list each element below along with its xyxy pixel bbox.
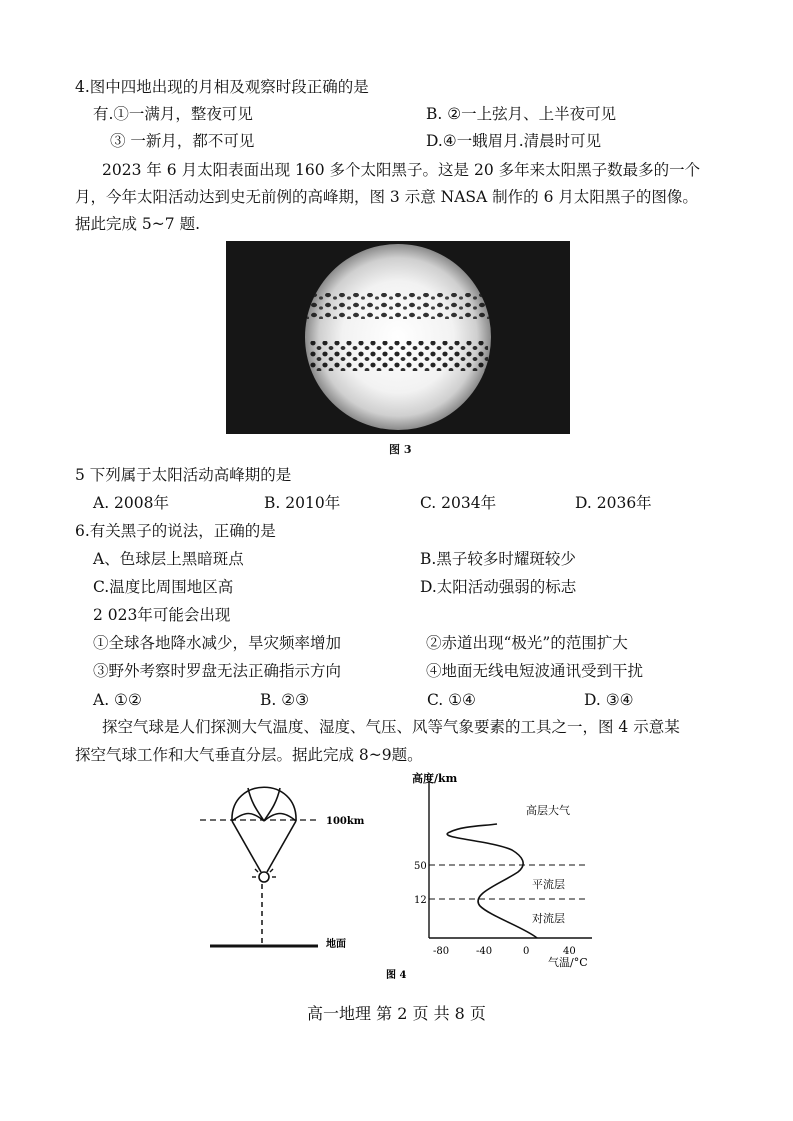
sounding-balloon [232, 787, 296, 882]
y-tick-12: 12 [414, 895, 427, 906]
q5-option-c: C. 2034年 [420, 494, 497, 512]
q7-option-c: C. ①④ [427, 691, 476, 709]
q6-option-b: B.黑子较多时耀斑较少 [420, 550, 576, 568]
q6-stem: 6.有关黑子的说法，正确的是 [75, 522, 276, 540]
q7-statement-2: ②赤道出现“极光”的范围扩大 [426, 634, 628, 652]
x-tick-minus80: -80 [433, 946, 450, 957]
balloon-height-label: 100km [326, 816, 365, 827]
intro1-line3: 据此完成 5~7 题. [75, 215, 200, 233]
layer-stratosphere: 平流层 [532, 878, 565, 891]
q4-option-b: B. ②一上弦月、上半夜可见 [426, 105, 617, 123]
balloon-line-right [267, 821, 296, 872]
layer-troposphere: 对流层 [532, 912, 565, 925]
instrument-icon [259, 872, 269, 882]
x-tick-minus40: -40 [476, 946, 493, 957]
q4-option-a: 有.①一满月，整夜可见 [93, 105, 253, 123]
x-tick-40: 40 [563, 946, 576, 957]
ground-label: 地面 [326, 939, 346, 950]
q5-option-d: D. 2036年 [575, 494, 652, 512]
q7-statement-4: ④地面无线电短波通讯受到干扰 [426, 662, 644, 680]
fig4-diagram [200, 766, 620, 986]
q4-stem: 4.图中四地出现的月相及观察时段正确的是 [75, 78, 369, 96]
intro1-line2: 月，今年太阳活动达到史无前例的高峰期，图 3 示意 NASA 制作的 6 月太阳黑子的图像。 [75, 188, 698, 206]
intro1-line1: 2023 年 6 月太阳表面出现 160 多个太阳黑子。这是 20 多年来太阳黑子数最多的一个 [102, 161, 701, 179]
balloon-line-left [232, 821, 261, 872]
q7-option-a: A. ①② [93, 691, 142, 709]
x-axis-label: 气温/°C [548, 956, 588, 969]
q6-option-a: A、色球层上黑暗斑点 [93, 550, 244, 568]
q4-option-d: D.④一蛾眉月.清晨时可见 [426, 132, 602, 150]
fig3-caption: 图 3 [389, 443, 412, 456]
q5-stem: 5 下列属于太阳活动高峰期的是 [75, 466, 292, 484]
y-tick-50: 50 [414, 861, 427, 872]
q7-statement-3: ③野外考察时罗盘无法正确指示方向 [93, 662, 342, 680]
sunspot-image [226, 241, 570, 434]
q6-option-d: D.太阳活动强弱的标志 [420, 578, 577, 596]
q6-option-c: C.温度比周围地区高 [93, 578, 234, 596]
q7-stem: 2 023年可能会出现 [93, 606, 231, 624]
intro2-line1: 探空气球是人们探测大气温度、湿度、气压、风等气象要素的工具之一，图 4 示意某 [102, 718, 680, 736]
q7-option-d: D. ③④ [584, 691, 634, 709]
temperature-profile-curve [447, 824, 537, 938]
intro2-line2: 探空气球工作和大气垂直分层。据此完成 8~9题。 [75, 746, 423, 764]
q5-option-b: B. 2010年 [264, 494, 341, 512]
q7-statement-1: ①全球各地降水减少，旱灾频率增加 [93, 634, 342, 652]
x-tick-0: 0 [523, 946, 530, 957]
y-axis-label: 高度/km [412, 772, 458, 785]
q7-option-b: B. ②③ [260, 691, 310, 709]
fig4-caption: 图 4 [386, 970, 407, 981]
page-footer: 高一地理 第 2 页 共 8 页 [307, 1004, 486, 1023]
layer-upper-atmosphere: 高层大气 [526, 804, 570, 817]
q4-option-c: ③ 一新月，都不可见 [110, 132, 255, 150]
q5-option-a: A. 2008年 [93, 494, 169, 512]
